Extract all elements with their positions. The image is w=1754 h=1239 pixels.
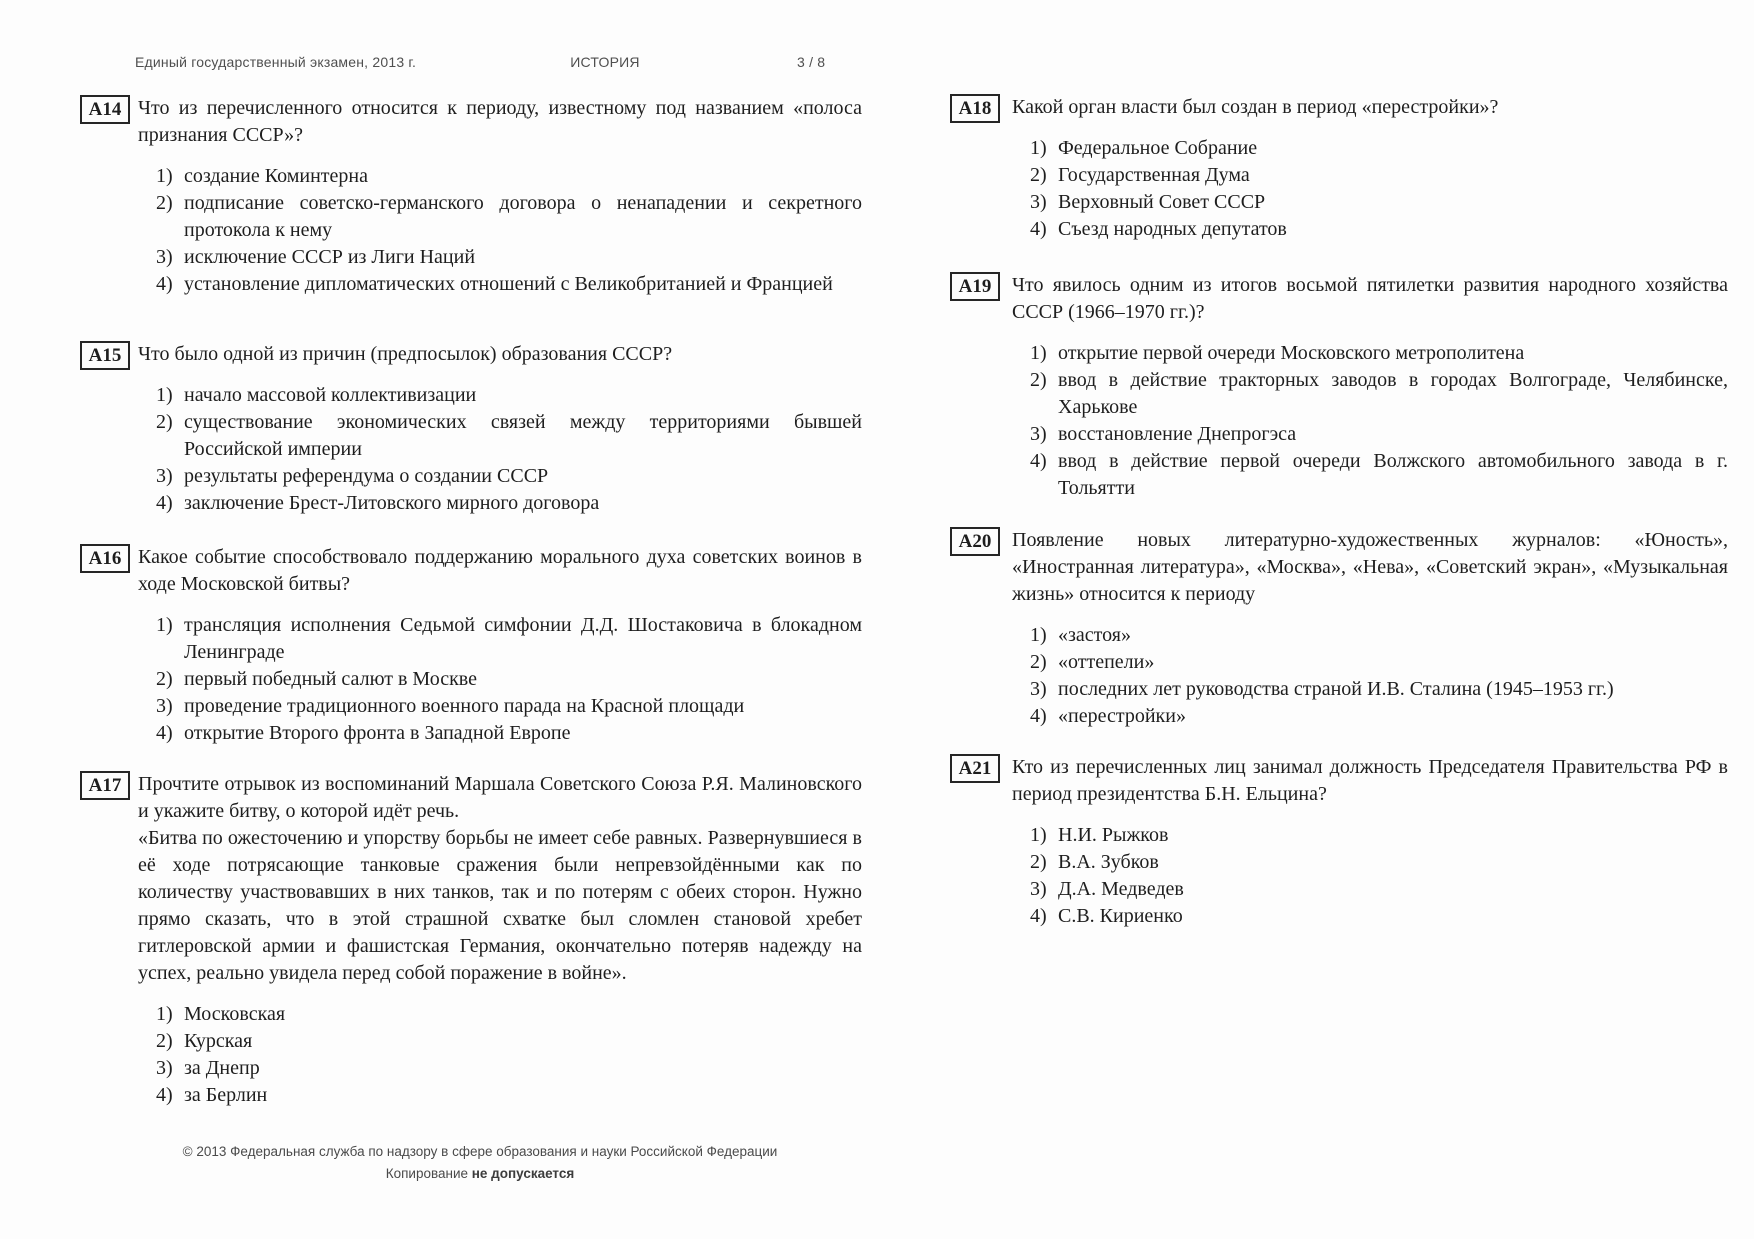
option-text: Съезд народных депутатов [1058,218,1287,240]
option-marker: 1) [1030,137,1047,159]
question-body [1012,94,1728,243]
option-item [1030,216,1728,243]
option-marker: 3) [156,695,173,717]
option-text: заключение Брест-Литовского мирного договора [184,492,600,514]
question-a20 [950,527,1728,730]
option-marker: 3) [1030,878,1047,900]
option-item [156,490,862,517]
option-item [156,666,862,693]
question-label-a20: A20 [950,527,1000,556]
option-text: С.В. Кириенко [1058,905,1183,927]
options-list [1030,340,1728,502]
option-text: за Днепр [184,1057,260,1079]
question-body [138,95,862,298]
footer-notice-prefix: Копирование [385,1166,472,1181]
option-marker: 3) [1030,423,1047,445]
option-text: «застоя» [1058,624,1131,646]
option-marker: 2) [156,1030,173,1052]
header-page-number: 3 / 8 [797,54,826,70]
option-text: результаты референдума о создании СССР [184,465,549,487]
option-item [156,720,862,747]
option-item [156,382,862,409]
option-marker: 4) [156,1084,173,1106]
option-item [156,612,862,666]
option-marker: 3) [156,465,173,487]
option-item [156,1055,862,1082]
option-marker: 1) [156,1003,173,1025]
option-marker: 2) [1030,651,1047,673]
question-label-a17: A17 [80,771,130,800]
right-column [950,0,1750,1239]
option-item [1030,622,1728,649]
question-label-a19: A19 [950,272,1000,301]
option-item [156,190,862,244]
option-marker: 4) [156,273,173,295]
option-item [1030,649,1728,676]
option-item [1030,822,1728,849]
option-item [1030,703,1728,730]
question-text: Появление новых литературно-художественных журналов: «Юность», «Иностранная литература», «Москва», «Нева», «Советский экран», «Музыкальная жизнь» относится к периоду [1012,529,1728,605]
question-label-a16: A16 [80,544,130,573]
footer-copy-notice [100,1163,860,1185]
option-marker: 3) [156,1057,173,1079]
question-body [1012,272,1728,502]
option-text: создание Коминтерна [184,165,368,187]
option-text: В.А. Зубков [1058,851,1159,873]
page-footer [100,1141,860,1185]
option-text: Д.А. Медведев [1058,878,1184,900]
option-item [156,163,862,190]
header-subject: ИСТОРИЯ [570,54,640,70]
option-text: ввод в действие первой очереди Волжского автомобильного завода в г. Тольятти [1058,450,1728,499]
option-text: открытие первой очереди Московского метрополитена [1058,342,1525,364]
option-text: за Берлин [184,1084,268,1106]
question-body [138,341,862,517]
option-marker: 2) [156,668,173,690]
option-marker: 4) [1030,905,1047,927]
option-marker: 1) [156,384,173,406]
option-text: Московская [184,1003,286,1025]
option-text: ввод в действие тракторных заводов в городах Волгограде, Челябинске, Харькове [1058,369,1728,418]
question-text: Что явилось одним из итогов восьмой пятилетки развития народного хозяйства СССР (1966–1970 гг.)? [1012,274,1728,323]
option-text: открытие Второго фронта в Западной Европе [184,722,571,744]
option-text: восстановление Днепрогэса [1058,423,1297,445]
option-text: проведение традиционного военного парада на Красной площади [184,695,745,717]
option-text: первый победный салют в Москве [184,668,478,690]
question-a17 [80,771,862,1109]
option-marker: 1) [1030,624,1047,646]
option-item [1030,367,1728,421]
option-marker: 2) [156,411,173,433]
option-marker: 2) [156,192,173,214]
question-label-a15: A15 [80,341,130,370]
question-label-a21: A21 [950,754,1000,783]
option-marker: 2) [1030,164,1047,186]
question-text: Что из перечисленного относится к периоду, известному под названием «полоса признания СССР»? [138,97,862,146]
option-item [156,463,862,490]
option-text: трансляция исполнения Седьмой симфонии Д.Д. Шостаковича в блокадном Ленинграде [184,614,862,663]
options-list [1030,135,1728,243]
question-a21 [950,754,1728,930]
option-item [1030,849,1728,876]
option-text: «оттепели» [1058,651,1155,673]
question-label-a14: A14 [80,95,130,124]
option-marker: 4) [1030,705,1047,727]
question-body [1012,527,1728,730]
option-text: последних лет руководства страной И.В. Сталина (1945–1953 гг.) [1058,678,1614,700]
options-list [156,1001,862,1109]
question-text: Кто из перечисленных лиц занимал должность Председателя Правительства РФ в период президентства Б.Н. Ельцина? [1012,756,1728,805]
options-list [156,163,862,298]
option-item [156,693,862,720]
option-marker: 4) [1030,218,1047,240]
options-list [1030,822,1728,930]
question-body [138,771,862,1109]
option-text: Верховный Совет СССР [1058,191,1266,213]
question-quote: «Битва по ожесточению и упорству борьбы не имеет себе равных. Развернувшиеся в её ходе потрясающие танковые сражения были непревзойдёнными как по количеству участвовавших в них танков, так и по потерям с обеих сторон. Нужно прямо сказать, что в этой страшной схватке был сломлен становой хребет гитлеровской армии и фашистская Германия, окончательно потеряв надежду на успех, реально увидела перед собой поражение в войне». [138,827,862,984]
option-text: подписание советско-германского договора о ненападении и секретного протокола к нему [184,192,862,241]
question-a18 [950,94,1728,243]
question-a16 [80,544,862,747]
question-text: Какой орган власти был создан в период «перестройки»? [1012,96,1499,118]
option-marker: 4) [156,492,173,514]
header-exam-title: Единый государственный экзамен, 2013 г. [135,54,417,70]
option-marker: 1) [1030,342,1047,364]
options-list [1030,622,1728,730]
question-text: Какое событие способствовало поддержанию морального духа советских воинов в ходе Московской битвы? [138,546,862,595]
option-marker: 3) [1030,191,1047,213]
option-item [1030,448,1728,502]
option-item [156,409,862,463]
option-marker: 2) [1030,851,1047,873]
footer-copyright: © 2013 Федеральная служба по надзору в сфере образования и науки Российской Федерации [182,1144,778,1159]
option-item [1030,676,1728,703]
option-item [1030,903,1728,930]
option-item [156,1082,862,1109]
option-item [156,1028,862,1055]
question-a14 [80,95,862,298]
option-marker: 3) [156,246,173,268]
question-text: Что было одной из причин (предпосылок) образования СССР? [138,343,673,365]
option-marker: 1) [1030,824,1047,846]
option-item [1030,135,1728,162]
option-text: существование экономических связей между территориями бывшей Российской империи [184,411,862,460]
option-text: Федеральное Собрание [1058,137,1258,159]
option-text: Н.И. Рыжков [1058,824,1169,846]
footer-notice-bold: не допускается [471,1166,575,1181]
left-column [80,0,880,1239]
question-a15 [80,341,862,517]
option-item [1030,876,1728,903]
option-text: Курская [184,1030,253,1052]
question-text: Прочтите отрывок из воспоминаний Маршала Советского Союза Р.Я. Малиновского и укажите битву, о которой идёт речь. [138,773,862,822]
option-marker: 1) [156,165,173,187]
question-a19 [950,272,1728,502]
option-marker: 2) [1030,369,1047,391]
option-item [156,1001,862,1028]
options-list [156,612,862,747]
option-item [1030,189,1728,216]
option-item [156,244,862,271]
option-marker: 4) [1030,450,1047,472]
option-text: установление дипломатических отношений с Великобританией и Францией [184,273,833,295]
option-item [1030,162,1728,189]
option-text: исключение СССР из Лиги Наций [184,246,476,268]
option-item [156,271,862,298]
option-item [1030,340,1728,367]
option-text: Государственная Дума [1058,164,1250,186]
option-text: начало массовой коллективизации [184,384,477,406]
question-body [1012,754,1728,930]
question-label-a18: A18 [950,94,1000,123]
option-text: «перестройки» [1058,705,1186,727]
option-marker: 1) [156,614,173,636]
option-item [1030,421,1728,448]
option-marker: 4) [156,722,173,744]
option-marker: 3) [1030,678,1047,700]
options-list [156,382,862,517]
question-body [138,544,862,747]
